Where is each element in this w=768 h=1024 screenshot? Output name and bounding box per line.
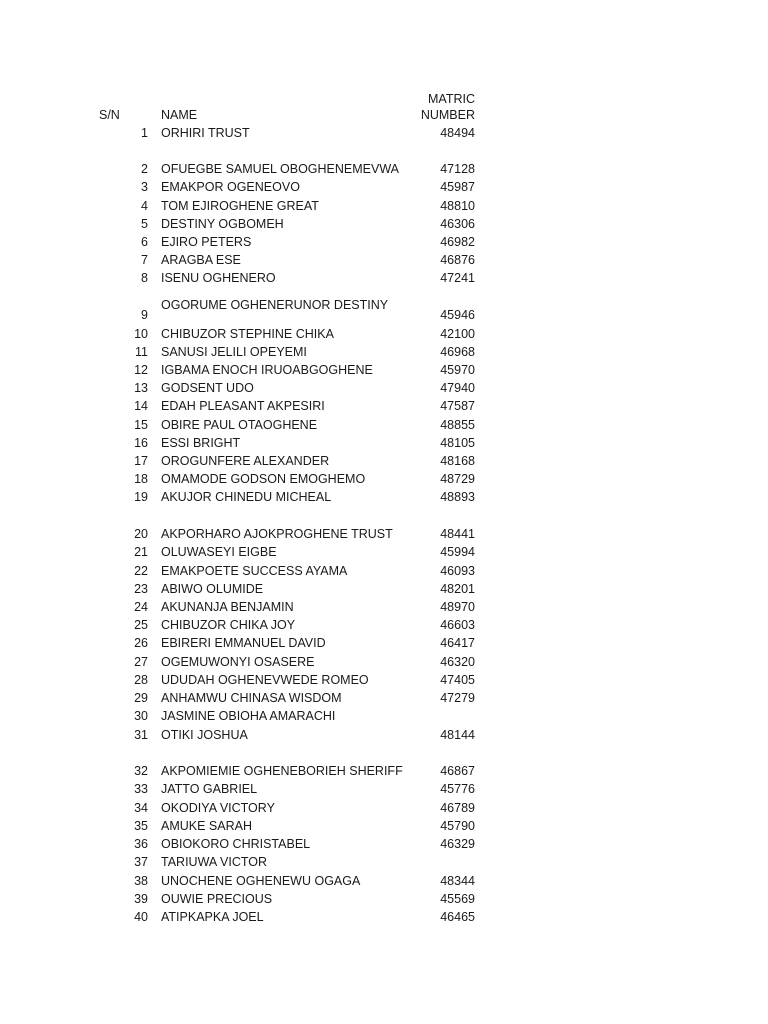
table-row xyxy=(0,269,768,287)
table-row xyxy=(0,470,768,488)
row-matric-number: 46329 xyxy=(440,837,475,851)
row-student-name: EDAH PLEASANT AKPESIRI xyxy=(161,399,325,413)
row-student-name: AKPORHARO AJOKPROGHENE TRUST xyxy=(161,527,393,541)
row-student-name: ATIPKAPKA JOEL xyxy=(161,910,264,924)
row-matric-number: 48810 xyxy=(440,199,475,213)
table-row xyxy=(0,616,768,634)
row-serial-number: 25 xyxy=(134,618,148,632)
table-row xyxy=(0,634,768,652)
row-serial-number: 10 xyxy=(134,327,148,341)
table-row xyxy=(0,452,768,470)
row-student-name: SANUSI JELILI OPEYEMI xyxy=(161,345,307,359)
row-matric-number: 42100 xyxy=(440,327,475,341)
row-matric-number: 46093 xyxy=(440,564,475,578)
row-matric-number: 45946 xyxy=(440,308,475,322)
row-student-name: DESTINY OGBOMEH xyxy=(161,217,284,231)
row-matric-number: 46603 xyxy=(440,618,475,632)
table-row xyxy=(0,197,768,215)
row-serial-number: 31 xyxy=(134,728,148,742)
row-student-name: OUWIE PRECIOUS xyxy=(161,892,273,906)
row-serial-number: 40 xyxy=(134,910,148,924)
row-serial-number: 7 xyxy=(141,253,148,267)
row-student-name: AKPOMIEMIE OGHENEBORIEH SHERIFF xyxy=(161,764,403,778)
row-serial-number: 23 xyxy=(134,582,148,596)
row-student-name: OTIKI JOSHUA xyxy=(161,728,248,742)
table-row xyxy=(0,817,768,835)
row-student-name: ORHIRI TRUST xyxy=(161,126,250,140)
table-row xyxy=(0,397,768,415)
table-row xyxy=(0,671,768,689)
row-serial-number: 3 xyxy=(141,180,148,194)
table-row xyxy=(0,762,768,780)
row-matric-number: 48441 xyxy=(440,527,475,541)
row-matric-number: 45987 xyxy=(440,180,475,194)
table-row xyxy=(0,416,768,434)
table-row xyxy=(0,908,768,926)
row-matric-number: 46789 xyxy=(440,801,475,815)
table-row xyxy=(0,726,768,744)
row-matric-number: 45776 xyxy=(440,782,475,796)
row-student-name: OKODIYA VICTORY xyxy=(161,801,275,815)
table-row xyxy=(0,580,768,598)
row-student-name: TARIUWA VICTOR xyxy=(161,855,268,869)
table-row xyxy=(0,343,768,361)
row-matric-number: 48494 xyxy=(440,126,475,140)
row-matric-number: 45790 xyxy=(440,819,475,833)
row-student-name: AMUKE SARAH xyxy=(161,819,252,833)
row-matric-number: 46968 xyxy=(440,345,475,359)
table-row xyxy=(0,178,768,196)
row-student-name: OROGUNFERE ALEXANDER xyxy=(161,454,330,468)
row-student-name: TOM EJIROGHENE GREAT xyxy=(161,199,319,213)
table-row xyxy=(0,890,768,908)
row-matric-number: 48168 xyxy=(440,454,475,468)
row-serial-number: 2 xyxy=(141,162,148,176)
row-serial-number: 24 xyxy=(134,600,148,614)
row-serial-number: 12 xyxy=(134,363,148,377)
table-row xyxy=(0,543,768,561)
table-row xyxy=(0,251,768,269)
row-matric-number: 47241 xyxy=(440,271,475,285)
row-serial-number: 20 xyxy=(134,527,148,541)
row-student-name: ISENU OGHENERO xyxy=(161,271,276,285)
row-serial-number: 21 xyxy=(134,545,148,559)
row-student-name: OBIRE PAUL OTAOGHENE xyxy=(161,418,318,432)
table-row xyxy=(0,562,768,580)
matric-header-line1: MATRIC xyxy=(428,92,475,106)
table-row xyxy=(0,598,768,616)
row-student-name: OGEMUWONYI OSASERE xyxy=(161,655,315,669)
row-student-name: EMAKPOETE SUCCESS AYAMA xyxy=(161,564,348,578)
table-row xyxy=(0,361,768,379)
row-matric-number: 48201 xyxy=(440,582,475,596)
row-student-name: GODSENT UDO xyxy=(161,381,254,395)
row-serial-number: 18 xyxy=(134,472,148,486)
row-student-name: OMAMODE GODSON EMOGHEMO xyxy=(161,472,366,486)
row-serial-number: 14 xyxy=(134,399,148,413)
row-serial-number: 19 xyxy=(134,490,148,504)
row-student-name: ARAGBA ESE xyxy=(161,253,241,267)
row-student-name: UNOCHENE OGHENEWU OGAGA xyxy=(161,874,361,888)
row-matric-number: 45970 xyxy=(440,363,475,377)
row-matric-number: 47940 xyxy=(440,381,475,395)
table-row xyxy=(0,780,768,798)
table-row xyxy=(0,835,768,853)
row-student-name: OBIOKORO CHRISTABEL xyxy=(161,837,311,851)
row-serial-number: 5 xyxy=(141,217,148,231)
table-row xyxy=(0,298,768,324)
row-serial-number: 13 xyxy=(134,381,148,395)
row-student-name: AKUJOR CHINEDU MICHEAL xyxy=(161,490,332,504)
row-matric-number: 47587 xyxy=(440,399,475,413)
row-student-name: AKUNANJA BENJAMIN xyxy=(161,600,294,614)
row-matric-number: 45569 xyxy=(440,892,475,906)
table-row xyxy=(0,525,768,543)
name-column-header: NAME xyxy=(161,108,198,122)
row-student-name: OLUWASEYI EIGBE xyxy=(161,545,277,559)
table-row xyxy=(0,707,768,725)
row-student-name: CHIBUZOR STEPHINE CHIKA xyxy=(161,327,334,341)
row-serial-number: 30 xyxy=(134,709,148,723)
table-row xyxy=(0,488,768,506)
matric-number-column-header xyxy=(421,91,475,123)
row-matric-number: 46982 xyxy=(440,235,475,249)
row-serial-number: 35 xyxy=(134,819,148,833)
row-serial-number: 38 xyxy=(134,874,148,888)
row-serial-number: 22 xyxy=(134,564,148,578)
row-serial-number: 33 xyxy=(134,782,148,796)
row-serial-number: 36 xyxy=(134,837,148,851)
row-matric-number: 46306 xyxy=(440,217,475,231)
row-serial-number: 28 xyxy=(134,673,148,687)
table-row xyxy=(0,799,768,817)
row-matric-number: 48105 xyxy=(440,436,475,450)
table-row xyxy=(0,233,768,251)
row-matric-number: 48855 xyxy=(440,418,475,432)
row-serial-number: 1 xyxy=(141,126,148,140)
row-student-name: ESSI BRIGHT xyxy=(161,436,241,450)
row-serial-number: 17 xyxy=(134,454,148,468)
row-student-name: EBIRERI EMMANUEL DAVID xyxy=(161,636,326,650)
table-row xyxy=(0,160,768,178)
row-student-name: IGBAMA ENOCH IRUOABGOGHENE xyxy=(161,363,373,377)
row-serial-number: 8 xyxy=(141,271,148,285)
row-matric-number: 47128 xyxy=(440,162,475,176)
row-student-name: EMAKPOR OGENEOVO xyxy=(161,180,300,194)
row-matric-number: 46465 xyxy=(440,910,475,924)
row-serial-number: 26 xyxy=(134,636,148,650)
row-serial-number: 6 xyxy=(141,235,148,249)
row-serial-number: 32 xyxy=(134,764,148,778)
row-matric-number: 48729 xyxy=(440,472,475,486)
table-row xyxy=(0,379,768,397)
row-matric-number: 48970 xyxy=(440,600,475,614)
row-serial-number: 27 xyxy=(134,655,148,669)
row-student-name: JATTO GABRIEL xyxy=(161,782,258,796)
row-serial-number: 11 xyxy=(135,345,148,359)
row-matric-number: 47279 xyxy=(440,691,475,705)
row-serial-number: 39 xyxy=(134,892,148,906)
row-matric-number: 46876 xyxy=(440,253,475,267)
table-row xyxy=(0,434,768,452)
row-serial-number: 29 xyxy=(134,691,148,705)
row-matric-number: 48144 xyxy=(440,728,475,742)
row-serial-number: 15 xyxy=(134,418,148,432)
row-matric-number: 46417 xyxy=(440,636,475,650)
row-serial-number: 16 xyxy=(134,436,148,450)
row-matric-number: 47405 xyxy=(440,673,475,687)
table-row xyxy=(0,689,768,707)
row-student-name: OGORUME OGHENERUNOR DESTINY xyxy=(161,298,389,312)
row-student-name: UDUDAH OGHENEVWEDE ROMEO xyxy=(161,673,369,687)
table-row xyxy=(0,853,768,871)
row-serial-number: 37 xyxy=(134,855,148,869)
row-serial-number: 4 xyxy=(141,199,148,213)
row-student-name: OFUEGBE SAMUEL OBOGHENEMEVWA xyxy=(161,162,400,176)
table-row xyxy=(0,215,768,233)
row-matric-number: 46867 xyxy=(440,764,475,778)
row-student-name: ANHAMWU CHINASA WISDOM xyxy=(161,691,342,705)
row-matric-number: 48344 xyxy=(440,874,475,888)
row-student-name: ABIWO OLUMIDE xyxy=(161,582,264,596)
row-serial-number: 34 xyxy=(134,801,148,815)
row-matric-number: 48893 xyxy=(440,490,475,504)
row-student-name: JASMINE OBIOHA AMARACHI xyxy=(161,709,336,723)
table-row xyxy=(0,124,768,142)
row-matric-number: 46320 xyxy=(440,655,475,669)
table-row xyxy=(0,325,768,343)
table-row xyxy=(0,653,768,671)
row-matric-number: 45994 xyxy=(440,545,475,559)
table-row xyxy=(0,872,768,890)
row-student-name: EJIRO PETERS xyxy=(161,235,252,249)
sn-column-header: S/N xyxy=(99,108,120,122)
row-student-name: CHIBUZOR CHIKA JOY xyxy=(161,618,296,632)
matric-header-line2: NUMBER xyxy=(420,108,475,122)
row-serial-number: 9 xyxy=(141,308,148,322)
